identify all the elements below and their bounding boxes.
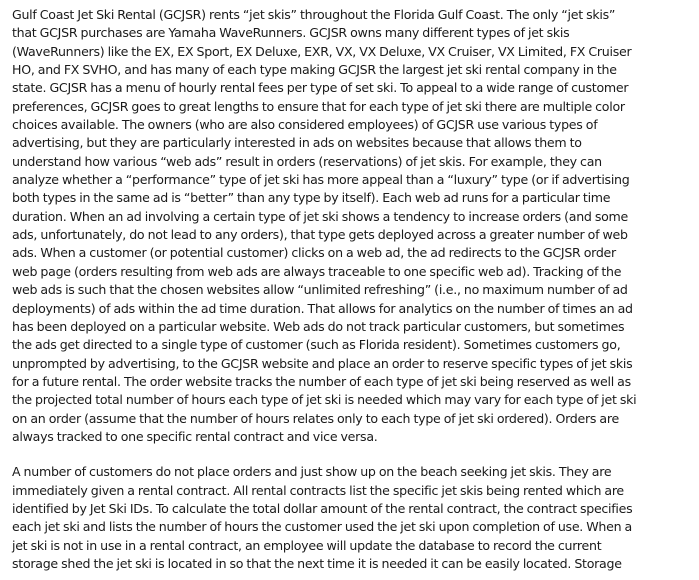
text-line: ads, unfortunately, do not lead to any orders), that type gets deployed across a greater number of web [12, 227, 628, 243]
text-line: has been deployed on a particular website. Web ads do not track particular customers, but sometimes [12, 318, 625, 334]
text-line: state. GCJSR has a menu of hourly rental fees per type of set ski. To appeal to a wide range of customer [12, 80, 629, 96]
text-line: preferences, GCJSR goes to great lengths to ensure that for each type of jet ski there are multiple color [12, 98, 625, 114]
text-line: ads. When a customer (or potential customer) clicks on a web ad, the ad redirects to the GCJSR order [12, 245, 616, 261]
text-line: choices available. The owners (who are also considered employees) of GCJSR use various types of [12, 117, 598, 133]
text-line: web ads is such that the chosen websites allow “unlimited refreshing” (i.e., no maximum number of ad [12, 282, 628, 298]
text-line: Gulf Coast Jet Ski Rental (GCJSR) rents “jet skis” throughout the Florida Gulf Coast. The only “jet skis” [12, 7, 616, 22]
text-line: deployments) of ads within the ad time duration. That allows for analytics on the number of times an ad [12, 300, 633, 316]
document-page [12, 6, 694, 573]
text-line: both types in the same ad is “better” than any type by itself). Each web ad runs for a particular time [12, 190, 611, 206]
text-line: the projected total number of hours each type of jet ski is needed which may vary for each type of jet ski [12, 392, 637, 408]
text-line: storage shed the jet ski is located in so that the next time it is needed it can be easily located. Storage [12, 555, 622, 571]
text-line: duration. When an ad involving a certain type of jet ski shows a tendency to increase orders (and some [12, 208, 628, 224]
text-line: A number of customers do not place orders and just show up on the beach seeking jet skis. They are [12, 464, 612, 480]
text-line: (WaveRunners) like the EX, EX Sport, EX Deluxe, EXR, VX, VX Deluxe, VX Cruiser, VX Limited, FX Cruiser [12, 43, 632, 59]
text-line: always tracked to one specific rental contract and vice versa. [12, 428, 378, 444]
text-line: immediately given a rental contract. All rental contracts list the specific jet skis being rented which are [12, 482, 624, 498]
text-line: each jet ski and lists the number of hours the customer used the jet ski upon completion of use. When a [12, 519, 632, 535]
text-line: HO, and FX SVHO, and has many of each type making GCJSR the largest jet ski rental company in the [12, 62, 617, 78]
text-line: web page (orders resulting from web ads are always traceable to one specific web ad). Tracking of the [12, 263, 622, 279]
text-line: advertising, but they are particularly interested in ads on websites because that allows them to [12, 135, 582, 151]
text-line: analyze whether a “performance” type of jet ski has more appeal than a “luxury” type (or if advertising [12, 172, 630, 188]
paragraph-walk-in-customers [12, 463, 694, 573]
text-line: understand how various “web ads” result in orders (reservations) of jet skis. For example, they can [12, 153, 602, 169]
text-line: the ads get directed to a single type of customer (such as Florida resident). Sometimes customers go, [12, 337, 621, 353]
text-line: that GCJSR purchases are Yamaha WaveRunners. GCJSR owns many different types of jet skis [12, 25, 570, 41]
text-line: for a future rental. The order website tracks the number of each type of jet ski being reserved as well as [12, 373, 631, 389]
paragraph-gap [12, 446, 694, 463]
text-line: jet ski is not in use in a rental contract, an employee will update the database to record the current [12, 537, 602, 553]
text-line: identified by Jet Ski IDs. To calculate the total dollar amount of the rental contract, the contract specifies [12, 500, 633, 516]
text-line: on an order (assume that the number of hours relates only to each type of jet ski ordered). Orders are [12, 410, 619, 426]
paragraph-rental-overview [12, 6, 694, 446]
text-line: unprompted by advertising, to the GCJSR website and place an order to reserve specific types of jet skis [12, 355, 633, 371]
